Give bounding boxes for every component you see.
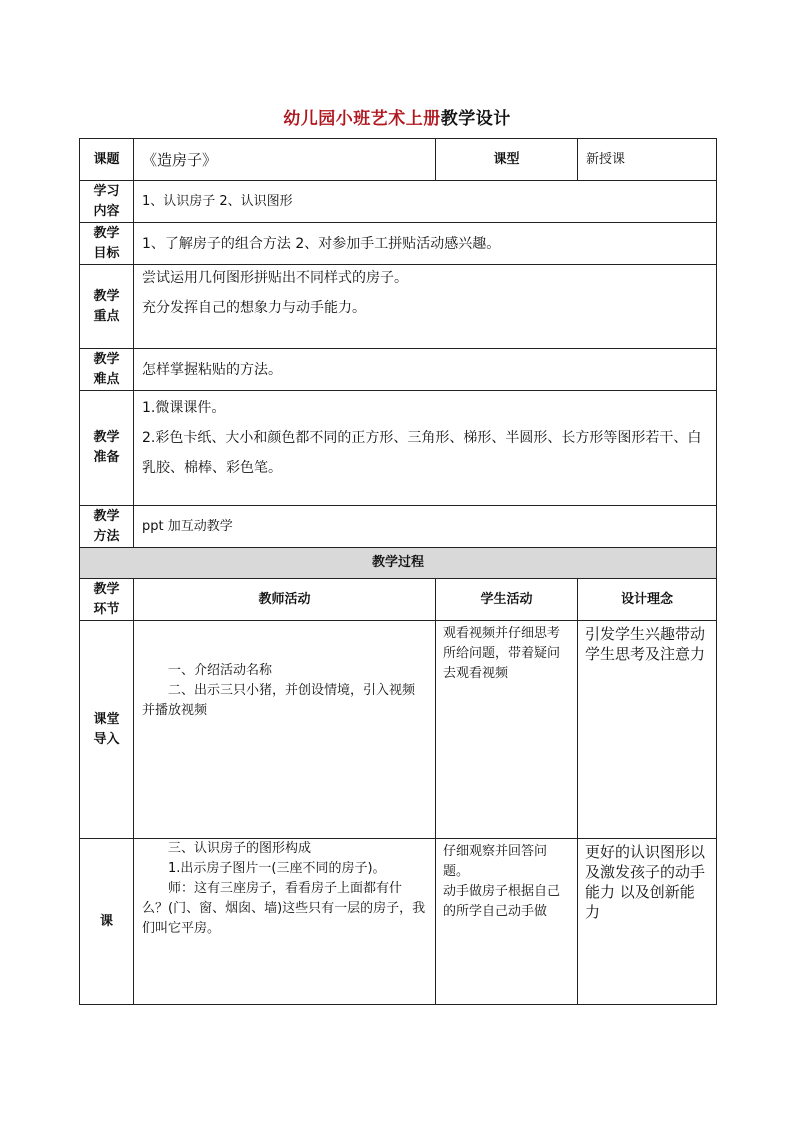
key-line: 尝试运用几何图形拼贴出不同样式的房子。 (142, 270, 408, 286)
goal-value: 1、了解房子的组合方法 2、对参加手工拼贴活动感兴趣。 (134, 223, 717, 265)
teacher-header: 教师活动 (134, 579, 436, 621)
stage-header-line: 环节 (93, 601, 120, 617)
content-label-line: 内容 (93, 203, 120, 219)
teacher-line: 师：这有三座房子，看看房子上面都有什么？(门、窗、烟囱、墙)这些只有一层的房子，我们叫它平房。 (142, 881, 426, 936)
prep-value (134, 391, 717, 506)
prep-label-line: 准备 (93, 450, 120, 465)
row-goal (80, 223, 717, 265)
student-line: 动手做房子根据自己的所学自己动手做 (443, 884, 561, 919)
row-difficulty (80, 349, 717, 391)
difficulty-label-line: 教学 (93, 351, 120, 367)
goal-label-line: 目标 (93, 245, 120, 261)
row-key-points (80, 265, 717, 349)
concept-header: 设计理念 (578, 579, 717, 621)
key-value (134, 265, 717, 349)
teacher-line: 1.出示房子图片一(三座不同的房子)。 (168, 861, 386, 876)
row-content (80, 181, 717, 223)
teacher-line: 三、认识房子的图形构成 (168, 841, 312, 856)
key-label (80, 265, 134, 349)
method-value: ppt 加互动教学 (134, 506, 717, 548)
stage-cell (80, 839, 134, 1005)
method-label (80, 506, 134, 548)
goal-label-line: 教学 (93, 225, 120, 241)
prep-label-line: 教学 (93, 430, 120, 445)
prep-label (80, 391, 134, 506)
document-title (0, 104, 794, 129)
content-label (80, 181, 134, 223)
method-label-line: 方法 (93, 528, 120, 544)
content-value: 1、认识房子 2、认识图形 (134, 181, 717, 223)
difficulty-label-line: 难点 (93, 371, 120, 387)
method-label-line: 教学 (93, 508, 120, 524)
teacher-activity-cell (134, 621, 436, 839)
difficulty-label (80, 349, 134, 391)
title-red-part: 幼儿园小班艺术上册 (283, 109, 441, 129)
stage-header (80, 579, 134, 621)
topic-label: 课题 (80, 139, 134, 181)
row-process-headers (80, 579, 717, 621)
teacher-activity-cell (134, 839, 436, 1005)
teacher-line: 一、介绍活动名称 (168, 663, 273, 678)
stage-line: 课 (99, 913, 113, 929)
key-label-line: 教学 (93, 288, 120, 304)
row-method (80, 506, 717, 548)
difficulty-value: 怎样掌握粘贴的方法。 (134, 349, 717, 391)
student-activity-cell (436, 839, 578, 1005)
process-row-lesson (80, 839, 717, 1005)
content-label-line: 学习 (93, 183, 120, 199)
process-band: 教学过程 (80, 548, 717, 579)
concept-cell: 更好的认识图形以及激发孩子的动手能力 以及创新能力 (578, 839, 717, 1005)
topic-value: 《造房子》 (134, 139, 436, 181)
student-header: 学生活动 (436, 579, 578, 621)
row-preparation (80, 391, 717, 506)
teacher-line: 二、出示三只小猪，并创设情境，引入视频并播放视频 (142, 683, 416, 718)
prep-line: 1.微课课件。 (142, 400, 226, 416)
student-line: 仔细观察并回答问题。 (443, 844, 548, 879)
lesson-plan-table (79, 138, 717, 1005)
process-row-intro (80, 621, 717, 839)
prep-line: 2.彩色卡纸、大小和颜色都不同的正方形、三角形、梯形、半圆形、长方形等图形若干、白乳胶、棉棒、彩色笔。 (142, 430, 702, 476)
key-label-line: 重点 (93, 308, 120, 324)
type-label: 课型 (436, 139, 578, 181)
concept-cell: 引发学生兴趣带动学生思考及注意力 (578, 621, 717, 839)
row-topic (80, 139, 717, 181)
stage-line: 课堂 (93, 711, 120, 727)
type-value: 新授课 (578, 139, 717, 181)
row-process-band (80, 548, 717, 579)
goal-label (80, 223, 134, 265)
stage-header-line: 教学 (93, 581, 120, 597)
title-black-part: 教学设计 (440, 109, 511, 129)
stage-cell (80, 621, 134, 839)
student-activity-cell: 观看视频并仔细思考所给问题，带着疑问去观看视频 (436, 621, 578, 839)
stage-line: 导入 (93, 731, 120, 747)
key-line: 充分发挥自己的想象力与动手能力。 (142, 300, 366, 316)
